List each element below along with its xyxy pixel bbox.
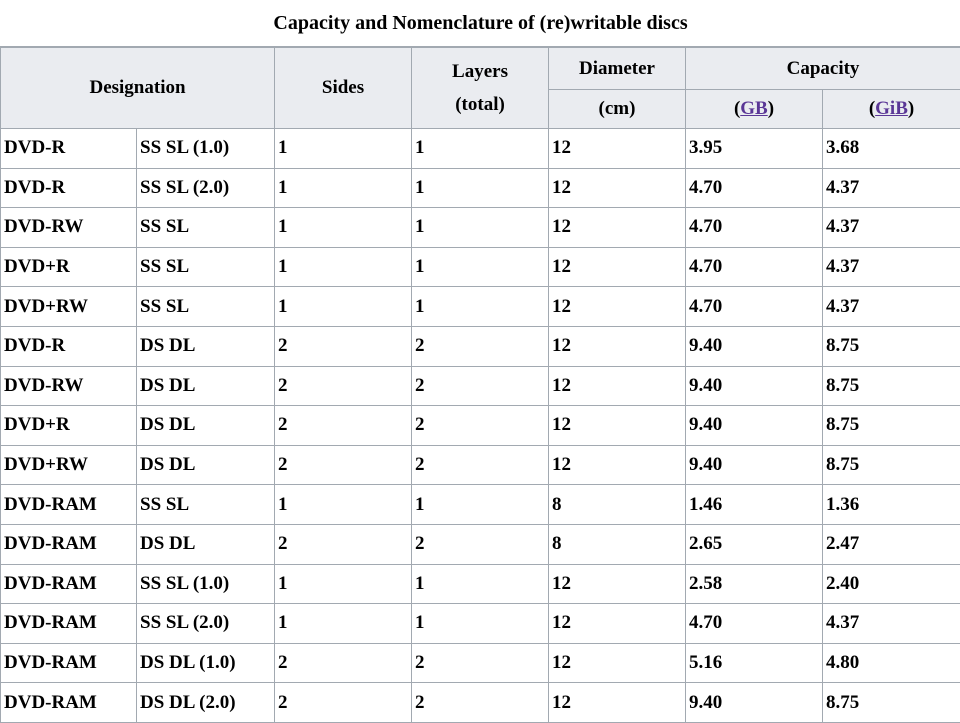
cell-designation: DS DL [137, 445, 275, 485]
cell-sides: 2 [275, 643, 412, 683]
cell-capacity-gb: 9.40 [686, 326, 823, 366]
cell-designation: DS DL [137, 406, 275, 446]
table-row [1, 326, 960, 366]
cell-capacity-gb: 9.40 [686, 683, 823, 723]
cell-layers: 2 [412, 366, 549, 406]
cell-designation: DS DL [137, 524, 275, 564]
cell-capacity-gib: 3.68 [823, 129, 960, 169]
cell-layers: 1 [412, 247, 549, 287]
cell-sides: 1 [275, 604, 412, 644]
cell-sides: 1 [275, 208, 412, 248]
cell-capacity-gb: 2.58 [686, 564, 823, 604]
cell-format: DVD-RAM [1, 643, 137, 683]
cell-designation: SS SL (2.0) [137, 168, 275, 208]
cell-diameter: 12 [549, 287, 686, 327]
cell-format: DVD-RAM [1, 564, 137, 604]
table-row [1, 564, 960, 604]
cell-capacity-gib: 8.75 [823, 445, 960, 485]
cell-diameter: 12 [549, 168, 686, 208]
cell-diameter: 12 [549, 366, 686, 406]
cell-designation: SS SL (1.0) [137, 129, 275, 169]
cell-diameter: 12 [549, 247, 686, 287]
cell-sides: 1 [275, 564, 412, 604]
cell-capacity-gib: 8.75 [823, 406, 960, 446]
table-caption: Capacity and Nomenclature of (re)writable discs [0, 0, 960, 47]
table-header [1, 48, 960, 129]
header-layers-line1: Layers [452, 61, 508, 82]
cell-sides: 2 [275, 445, 412, 485]
table-row [1, 287, 960, 327]
header-diameter-unit: (cm) [549, 90, 686, 129]
cell-format: DVD+R [1, 406, 137, 446]
cell-designation: DS DL (1.0) [137, 643, 275, 683]
cell-layers: 2 [412, 683, 549, 723]
cell-designation: SS SL [137, 287, 275, 327]
cell-format: DVD-R [1, 326, 137, 366]
cell-diameter: 12 [549, 445, 686, 485]
cell-capacity-gib: 8.75 [823, 683, 960, 723]
cell-capacity-gb: 4.70 [686, 168, 823, 208]
cell-sides: 1 [275, 129, 412, 169]
cell-layers: 2 [412, 445, 549, 485]
cell-capacity-gb: 3.95 [686, 129, 823, 169]
cell-capacity-gb: 1.46 [686, 485, 823, 525]
paren-close: ) [768, 98, 774, 119]
cell-capacity-gb: 9.40 [686, 406, 823, 446]
gib-link[interactable]: GiB [875, 98, 908, 119]
cell-capacity-gb: 4.70 [686, 247, 823, 287]
cell-diameter: 12 [549, 683, 686, 723]
header-layers-line2: (total) [455, 94, 505, 115]
cell-capacity-gib: 4.37 [823, 247, 960, 287]
cell-layers: 1 [412, 208, 549, 248]
header-sides: Sides [275, 48, 412, 129]
cell-capacity-gb: 4.70 [686, 208, 823, 248]
cell-format: DVD+RW [1, 445, 137, 485]
cell-capacity-gib: 4.37 [823, 287, 960, 327]
cell-format: DVD-RW [1, 366, 137, 406]
cell-format: DVD-RAM [1, 683, 137, 723]
cell-designation: SS SL [137, 247, 275, 287]
cell-format: DVD-RAM [1, 524, 137, 564]
header-gib-unit [823, 90, 960, 129]
cell-capacity-gib: 2.47 [823, 524, 960, 564]
cell-capacity-gib: 4.37 [823, 168, 960, 208]
cell-diameter: 8 [549, 485, 686, 525]
gb-link[interactable]: GB [740, 98, 767, 119]
table-row [1, 247, 960, 287]
cell-diameter: 12 [549, 643, 686, 683]
header-capacity: Capacity [686, 48, 960, 90]
cell-capacity-gb: 4.70 [686, 604, 823, 644]
paren-open: ( [869, 98, 875, 119]
cell-capacity-gib: 8.75 [823, 326, 960, 366]
cell-layers: 1 [412, 287, 549, 327]
cell-capacity-gb: 9.40 [686, 445, 823, 485]
table-row [1, 524, 960, 564]
paren-close: ) [908, 98, 914, 119]
header-gb-unit [686, 90, 823, 129]
table-row [1, 129, 960, 169]
header-diameter: Diameter [549, 48, 686, 90]
cell-sides: 1 [275, 168, 412, 208]
cell-diameter: 12 [549, 564, 686, 604]
cell-diameter: 12 [549, 604, 686, 644]
paren-open: ( [734, 98, 740, 119]
header-designation: Designation [1, 48, 275, 129]
cell-format: DVD+RW [1, 287, 137, 327]
cell-capacity-gb: 4.70 [686, 287, 823, 327]
cell-capacity-gb: 2.65 [686, 524, 823, 564]
table-row [1, 485, 960, 525]
cell-format: DVD-RAM [1, 485, 137, 525]
table-row [1, 406, 960, 446]
header-row-primary [1, 48, 960, 90]
cell-diameter: 12 [549, 129, 686, 169]
cell-sides: 1 [275, 287, 412, 327]
cell-format: DVD+R [1, 247, 137, 287]
cell-layers: 1 [412, 564, 549, 604]
cell-format: DVD-R [1, 168, 137, 208]
cell-sides: 2 [275, 683, 412, 723]
table-row [1, 168, 960, 208]
cell-layers: 2 [412, 524, 549, 564]
cell-sides: 2 [275, 406, 412, 446]
cell-designation: DS DL [137, 366, 275, 406]
cell-designation: SS SL [137, 485, 275, 525]
cell-diameter: 12 [549, 326, 686, 366]
cell-format: DVD-R [1, 129, 137, 169]
table-row [1, 604, 960, 644]
cell-layers: 2 [412, 326, 549, 366]
cell-diameter: 12 [549, 208, 686, 248]
cell-capacity-gib: 4.80 [823, 643, 960, 683]
table-row [1, 683, 960, 723]
cell-layers: 1 [412, 485, 549, 525]
cell-designation: SS SL (1.0) [137, 564, 275, 604]
cell-capacity-gb: 5.16 [686, 643, 823, 683]
table-body [1, 129, 960, 723]
cell-layers: 2 [412, 643, 549, 683]
cell-sides: 1 [275, 247, 412, 287]
cell-layers: 1 [412, 168, 549, 208]
cell-capacity-gib: 2.40 [823, 564, 960, 604]
table-row [1, 208, 960, 248]
cell-sides: 2 [275, 524, 412, 564]
cell-capacity-gib: 8.75 [823, 366, 960, 406]
header-layers [412, 48, 549, 129]
cell-format: DVD-RW [1, 208, 137, 248]
cell-format: DVD-RAM [1, 604, 137, 644]
cell-designation: SS SL (2.0) [137, 604, 275, 644]
cell-designation: DS DL (2.0) [137, 683, 275, 723]
cell-diameter: 12 [549, 406, 686, 446]
cell-layers: 1 [412, 604, 549, 644]
cell-sides: 2 [275, 326, 412, 366]
cell-designation: DS DL [137, 326, 275, 366]
cell-capacity-gb: 9.40 [686, 366, 823, 406]
table-row [1, 643, 960, 683]
cell-sides: 1 [275, 485, 412, 525]
table-row [1, 445, 960, 485]
cell-diameter: 8 [549, 524, 686, 564]
cell-designation: SS SL [137, 208, 275, 248]
table-row [1, 366, 960, 406]
cell-sides: 2 [275, 366, 412, 406]
cell-capacity-gib: 4.37 [823, 604, 960, 644]
cell-layers: 2 [412, 406, 549, 446]
cell-capacity-gib: 1.36 [823, 485, 960, 525]
cell-layers: 1 [412, 129, 549, 169]
cell-capacity-gib: 4.37 [823, 208, 960, 248]
